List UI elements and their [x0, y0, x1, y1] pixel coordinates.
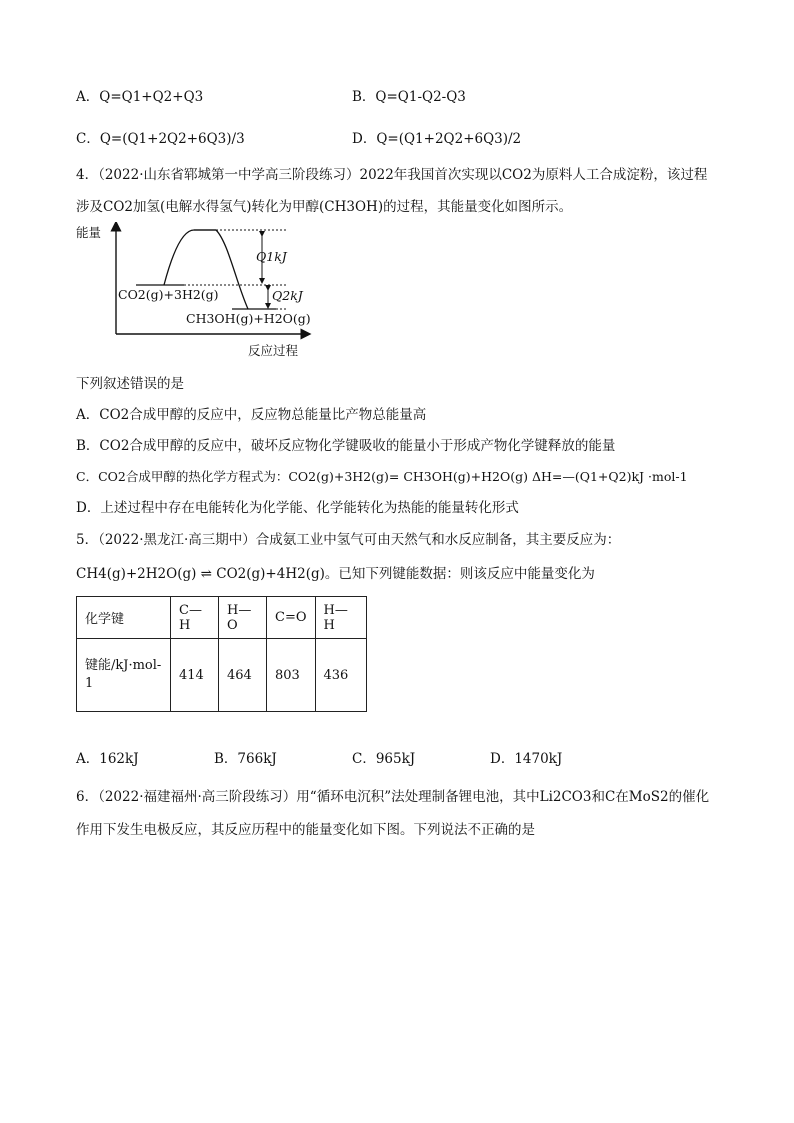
- q1-label: Q1kJ: [256, 249, 287, 264]
- table-row-label: 键能/kJ·mol-1: [77, 639, 171, 712]
- q4-stem-line1: [76, 166, 707, 184]
- q5-equation: CH4(g)+2H2O(g) ⇌ CO2(g)+4H2(g)。已知下列键能数据：则该反应中能量变化为: [76, 566, 595, 582]
- q3-option-d: [352, 130, 521, 148]
- q3-option-c-text: Q=(Q1+2Q2+6Q3)/3: [99, 131, 245, 147]
- q6-number: 6．: [76, 789, 99, 805]
- q3-option-a-text: Q=Q1+Q2+Q3: [99, 89, 204, 105]
- q3-option-a-label: A．: [76, 89, 100, 105]
- q4-option-c: C．CO2合成甲醇的热化学方程式为：CO2(g)+3H2(g)= CH3OH(g)+H2O(g) ΔH=—(Q1+Q2)kJ ·mol-1: [76, 469, 688, 484]
- q2-label: Q2kJ: [272, 288, 303, 303]
- y-axis-label: 能量: [76, 225, 102, 240]
- q4-stem-rest: 2022年我国首次实现以CO2为原料人工合成淀粉，该过程: [359, 167, 708, 183]
- q4-option-a: A．CO2合成甲醇的反应中，反应物总能量比产物总能量高: [76, 407, 427, 423]
- table-cell: 803: [267, 639, 316, 712]
- table-cell: 464: [219, 639, 267, 712]
- q5-option-a: A．162kJ: [76, 751, 139, 767]
- reactants-label: CO2(g)+3H2(g): [118, 287, 219, 302]
- q6-source: （2022·福建福州·高三阶段练习）: [98, 789, 297, 805]
- table-cell: H—H: [315, 597, 366, 639]
- q3-option-d-label: D．: [352, 131, 377, 147]
- q5-number: 5．: [76, 532, 99, 548]
- q4-question: 下列叙述错误的是: [76, 376, 184, 392]
- q3-option-c: [76, 130, 245, 148]
- q3-option-c-label: C．: [76, 131, 100, 147]
- q3-option-b: [352, 88, 466, 106]
- q5-option-c: C．965kJ: [352, 751, 416, 767]
- q3-option-d-text: Q=(Q1+2Q2+6Q3)/2: [376, 131, 522, 147]
- energy-diagram: [76, 222, 316, 367]
- q4-option-b: B．CO2合成甲醇的反应中，破坏反应物化学键吸收的能量小于形成产物化学键释放的能量: [76, 438, 616, 454]
- q4-number: 4．: [76, 167, 99, 183]
- products-label: CH3OH(g)+H2O(g): [186, 311, 311, 326]
- q3-option-a: [76, 88, 203, 106]
- table-header-row: [77, 597, 367, 639]
- q5-stem-line1: [76, 531, 620, 549]
- table-cell: C—H: [171, 597, 219, 639]
- q3-option-b-text: Q=Q1-Q2-Q3: [375, 89, 466, 105]
- q5-stem-rest: 合成氨工业中氢气可由天然气和水反应制备，其主要反应为：: [255, 532, 621, 548]
- q4-source: （2022·山东省郓城第一中学高三阶段练习）: [98, 167, 360, 183]
- table-cell: 化学键: [77, 597, 171, 639]
- bond-energy-table: [76, 596, 367, 712]
- x-axis-label: 反应过程: [248, 343, 299, 358]
- q5-option-b: B．766kJ: [214, 751, 277, 767]
- q6-stem-line1: [76, 788, 709, 806]
- q4-stem-line2: 涉及CO2加氢(电解水得氢气)转化为甲醇(CH3OH)的过程，其能量变化如图所示。: [76, 199, 573, 215]
- q5-source: （2022·黑龙江·高三期中）: [98, 532, 256, 548]
- table-cell: C=O: [267, 597, 316, 639]
- table-cell: H—O: [219, 597, 267, 639]
- q5-option-d: D．1470kJ: [490, 751, 563, 767]
- q6-stem-rest: 用“循环电沉积”法处理制备锂电池，其中Li2CO3和C在MoS2的催化: [296, 789, 710, 805]
- q3-option-b-label: B．: [352, 89, 376, 105]
- table-row: [77, 639, 367, 712]
- q4-option-d: D．上述过程中存在电能转化为化学能、化学能转化为热能的能量转化形式: [76, 500, 519, 516]
- q6-stem-line2: 作用下发生电极反应，其反应历程中的能量变化如下图。下列说法不正确的是: [76, 822, 535, 838]
- table-cell: 414: [171, 639, 219, 712]
- table-cell: 436: [315, 639, 366, 712]
